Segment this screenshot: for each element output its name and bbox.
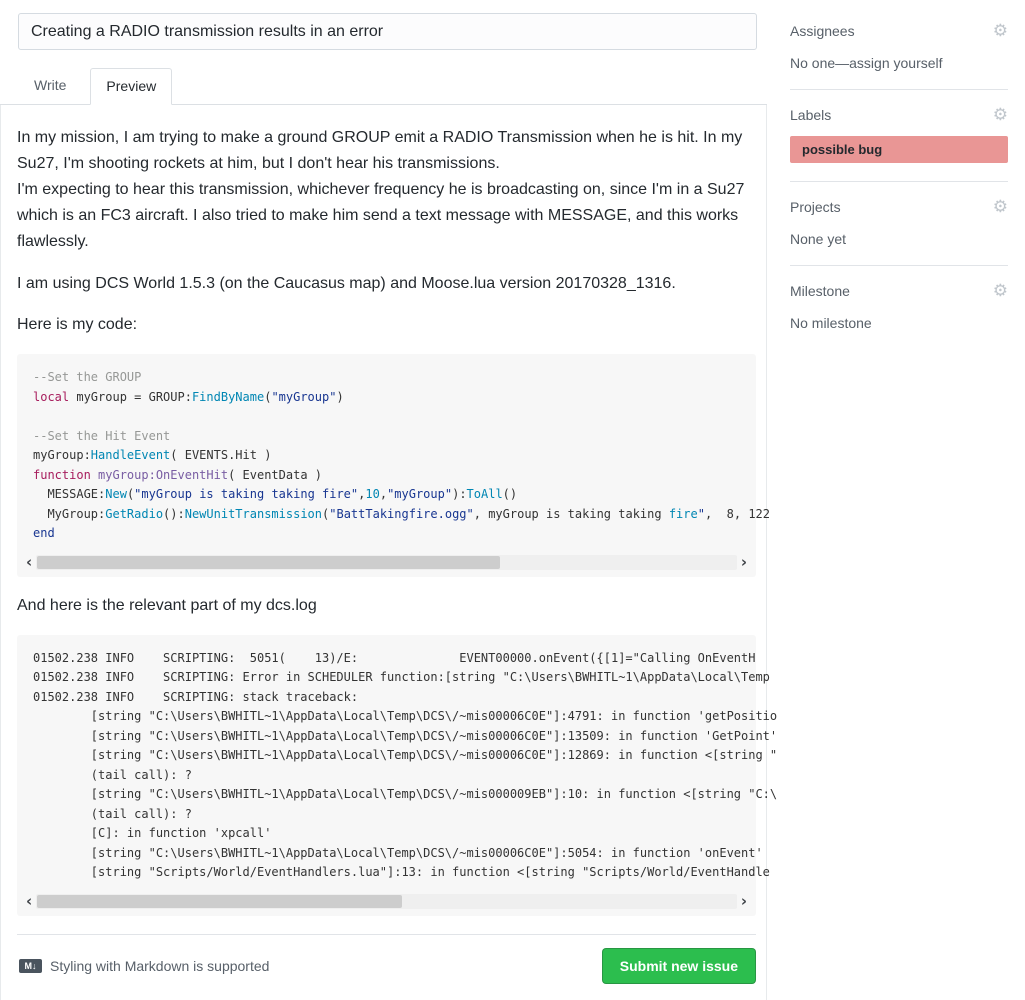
sidebar-heading-labels[interactable]: Labels bbox=[790, 106, 832, 123]
paragraph-1 bbox=[17, 125, 756, 255]
labels-section bbox=[790, 106, 1008, 182]
sidebar-heading-projects[interactable]: Projects bbox=[790, 198, 841, 215]
log-code: 01502.238 INFO SCRIPTING: 5051( 13)/E: EVENT00000.onEvent({[1]="Calling OnEventH 01502.238 INFO SCRIPTING: Error in SCHEDULER function:[string "C:\Users\BWHITL~1\AppData\Local\Temp 01502.238 INFO SCRIPTING: stack traceback: [string "C:\Users\BWHITL~1\AppData\Local\Temp\DCS\/~mis00006C0E"]:4791: in function 'getPositio [string "C:\Users\BWHITL~1\AppData\Local\Temp\DCS\/~mis00006C0E"]:13509: in function 'GetPoint' [string "C:\Users\BWHITL~1\AppData\Local\Temp\DCS\/~mis00006C0E"]:12869: in function <[string " (tail call): ? [string "C:\Users\BWHITL~1\AppData\Local\Temp\DCS\/~mis000009EB"]:10: in function <[string "C:\ (tail call): ? [C]: in function 'xpcall' [string "C:\Users\BWHITL~1\AppData\Local\Temp\DCS\/~mis00006C0E"]:5054: in function 'onEvent' [string "Scripts/World/EventHandlers.lua"]:13: in function <[string "Scripts/World/EventHandle bbox=[33, 650, 778, 880]
scroll-track[interactable] bbox=[36, 555, 737, 570]
scroll-thumb[interactable] bbox=[37, 895, 401, 908]
sidebar-heading-milestone[interactable]: Milestone bbox=[790, 282, 850, 299]
paragraph-1-line-1: In my mission, I am trying to make a ground GROUP emit a RADIO Transmission when he is hit. In my Su27, I'm shooting rockets at him, but I don't hear his transmissions. bbox=[17, 129, 743, 172]
tab-write[interactable]: Write bbox=[18, 67, 82, 104]
paragraph-4: And here is the relevant part of my dcs.log bbox=[17, 596, 317, 614]
issue-title-input[interactable] bbox=[18, 13, 757, 50]
milestone-section bbox=[790, 282, 1008, 349]
scroll-left-icon[interactable]: ‹ bbox=[26, 891, 33, 910]
milestone-header bbox=[790, 282, 1008, 299]
sidebar bbox=[767, 0, 1025, 1000]
assignees-value[interactable]: No one—assign yourself bbox=[790, 55, 943, 71]
paragraph-3: Here is my code: bbox=[17, 316, 138, 334]
scroll-thumb[interactable] bbox=[37, 556, 499, 569]
assignees-header bbox=[790, 22, 1008, 39]
log-code-block bbox=[17, 635, 778, 916]
gear-icon[interactable]: ⚙ bbox=[992, 21, 1008, 40]
milestone-value: No milestone bbox=[790, 315, 872, 331]
projects-header bbox=[790, 198, 1008, 215]
form-footer bbox=[17, 935, 756, 986]
paragraph-2: I am using DCS World 1.5.3 (on the Caucasus map) and Moose.lua version 20170328_1316. bbox=[17, 274, 676, 292]
submit-new-issue-button[interactable]: Submit new issue bbox=[602, 948, 756, 984]
projects-value: None yet bbox=[790, 231, 847, 247]
paragraph-1-line-2: I'm expecting to hear this transmission, whichever frequency he is broadcasting on, since I'm in a Su27 which is an FC3 aircraft. I also tried to make him send a text message with MESSAGE, and this works flawlessly. bbox=[17, 180, 745, 250]
scroll-right-icon[interactable]: › bbox=[740, 891, 747, 910]
title-row bbox=[0, 0, 767, 50]
gear-icon[interactable]: ⚙ bbox=[992, 197, 1008, 216]
gear-icon[interactable]: ⚙ bbox=[992, 105, 1008, 124]
markdown-note bbox=[19, 958, 269, 974]
gear-icon[interactable]: ⚙ bbox=[992, 281, 1008, 300]
markdown-icon: M↓ bbox=[19, 959, 42, 973]
lua-code-scrollbar[interactable] bbox=[17, 554, 756, 571]
lua-code: --Set the GROUP local myGroup = GROUP:FindByName("myGroup") --Set the Hit Event myGroup:HandleEvent( EVENTS.Hit ) function myGroup:OnEventHit( EventData ) MESSAGE:New("myGroup is taking taking fire",10,"myGroup"):ToAll() MyGroup:GetRadio():NewUnitTransmission("BattTakingfire.ogg", myGroup is taking taking fire", 8, 122 end bbox=[33, 370, 770, 541]
labels-header bbox=[790, 106, 1008, 123]
scroll-right-icon[interactable]: › bbox=[740, 552, 747, 571]
assignees-section bbox=[790, 22, 1008, 90]
scroll-left-icon[interactable]: ‹ bbox=[26, 552, 33, 571]
sidebar-heading-assignees[interactable]: Assignees bbox=[790, 22, 855, 39]
label-possible-bug[interactable]: possible bug bbox=[790, 136, 1008, 163]
lua-code-block bbox=[17, 354, 770, 577]
scroll-track[interactable] bbox=[36, 894, 737, 909]
projects-section bbox=[790, 198, 1008, 266]
log-code-scrollbar[interactable] bbox=[17, 893, 756, 910]
preview-pane bbox=[0, 105, 778, 1000]
tab-nav bbox=[0, 68, 767, 105]
tab-preview[interactable]: Preview bbox=[90, 68, 172, 105]
markdown-note-text: Styling with Markdown is supported bbox=[50, 957, 270, 974]
